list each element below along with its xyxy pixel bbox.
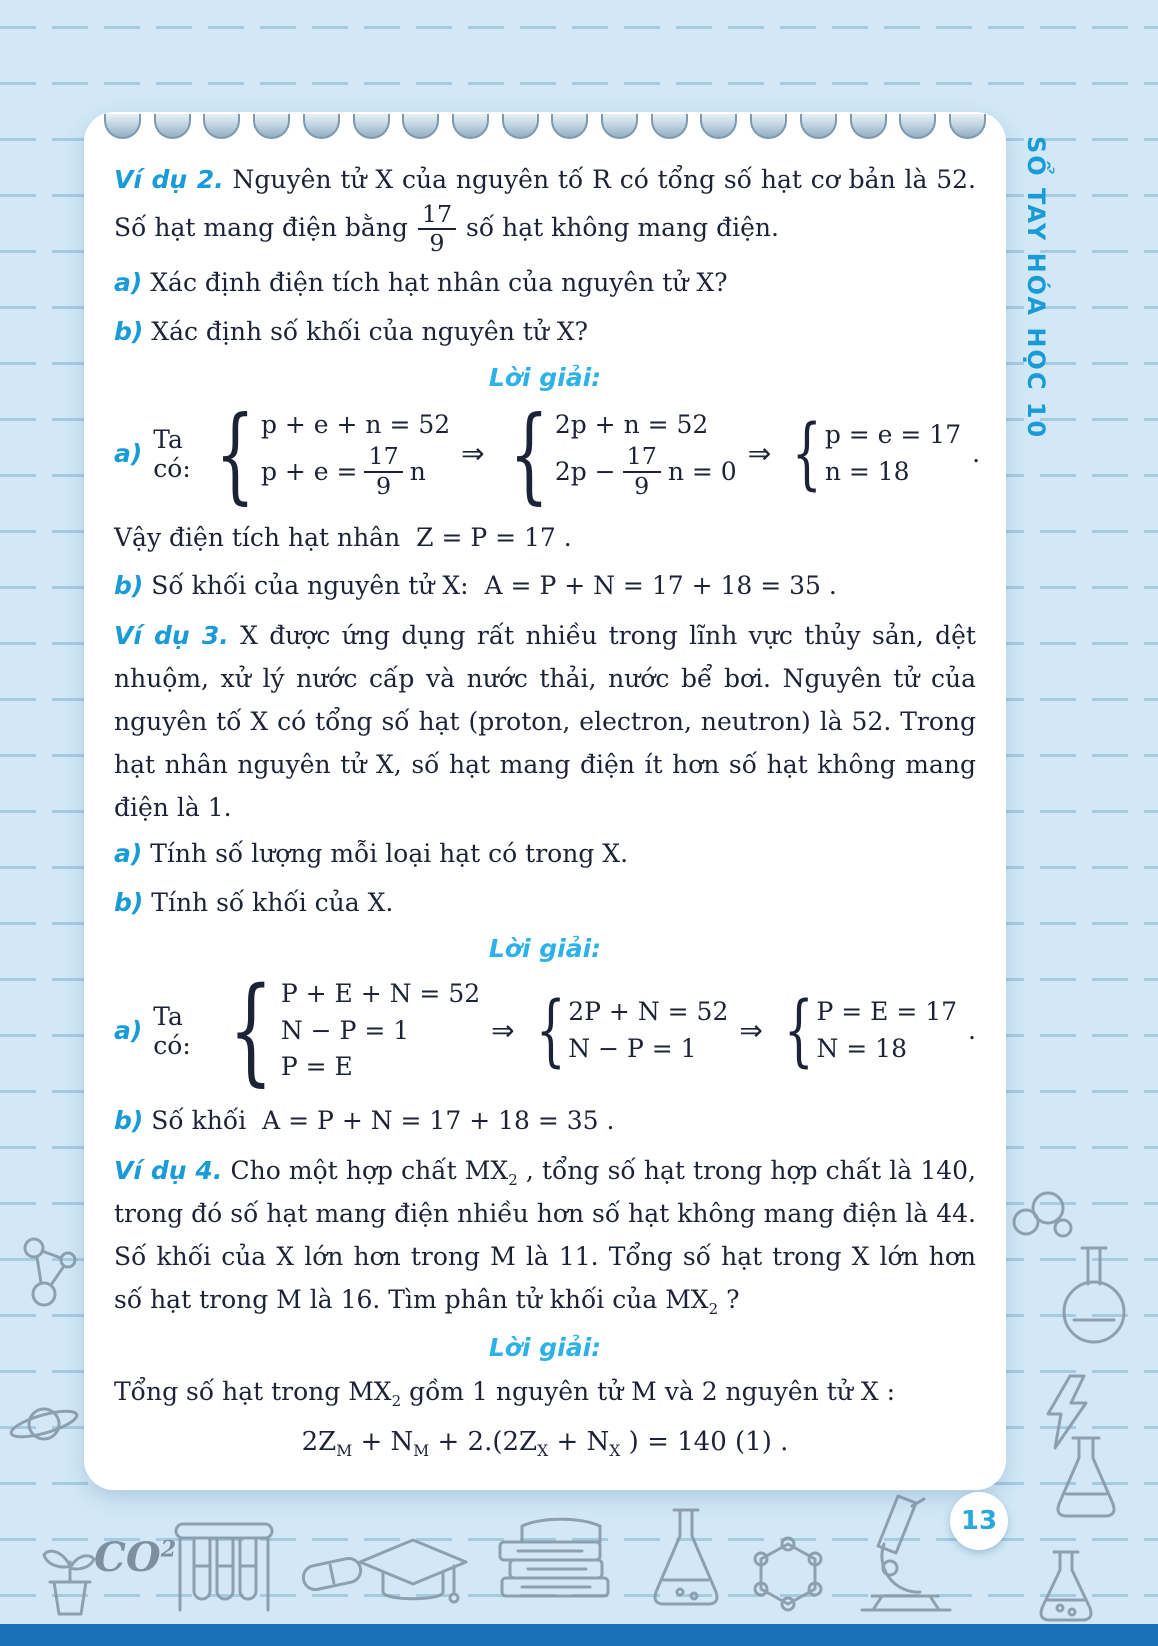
item-b-label: b): [114, 1105, 144, 1135]
vd2-solution-a: a) Ta có: { p + e + n = 52 p + e = $\frac{17}{9}$ n ⇒ { 2p + n = 52 2p − $\frac{17}{9}$ n = 0 ⇒ { p = e = 17 n = 18 .: [114, 392, 981, 515]
left-brace: {: [792, 408, 822, 499]
vd4-solution-intro: Tổng số hạt trong $MX_2$ gồm 1 nguyên tử M và 2 nguyên tử X :: [114, 1376, 895, 1410]
vd3-label: Ví dụ 3.: [114, 620, 229, 650]
vd2-intro-text-a: Nguyên tử X của nguyên tố R có tổng số hạt cơ bản là 52. Số hạt mang điện bằng: [114, 165, 976, 242]
vd3-solution-heading: Lời giải:: [488, 933, 602, 963]
page-number-badge: 13: [950, 1492, 1008, 1550]
small-flask-icon: [1030, 1546, 1102, 1632]
binder-ring-icon: [104, 114, 141, 139]
fraction-17-9: $\frac{17}{9}$: [418, 201, 456, 258]
vd2-label: Ví dụ 2.: [114, 165, 224, 194]
implies-arrow: ⇒: [739, 1014, 763, 1048]
formula-mx2: $MX_2$: [665, 1284, 719, 1318]
molecule-icon: [14, 1232, 86, 1320]
implies-arrow: ⇒: [747, 437, 772, 471]
equation-system-1: { p + e + n = 52 p + e = $\frac{17}{9}$ n: [215, 392, 451, 515]
binder-ring-icon: [651, 114, 688, 139]
binder-ring-icon: [700, 114, 737, 139]
formula-mx2: $MX_2$: [348, 1376, 402, 1410]
bubbles-icon: [1008, 1186, 1074, 1246]
test-tubes-icon: [168, 1516, 280, 1620]
binder-ring-icon: [551, 114, 588, 139]
item-a-label: a): [114, 1016, 143, 1046]
item-b-label: b): [114, 570, 144, 600]
content-card: [84, 112, 1006, 1490]
planet-icon: [6, 1396, 82, 1456]
item-a-label: a): [114, 838, 143, 868]
binder-ring-icon: [203, 114, 240, 139]
formula-mx2: $MX_2$: [464, 1155, 518, 1189]
graduation-cap-icon: [352, 1528, 474, 1624]
binder-ring-icon: [850, 114, 887, 139]
vd3-solution-b: b) Số khối A = P + N = 17 + 18 = 35 .: [114, 1105, 615, 1135]
vd2-question-a: a) Xác định điện tích hạt nhân của nguyên tử X?: [114, 267, 728, 297]
left-brace: {: [215, 392, 255, 515]
fraction-17-9: $\frac{17}{9}$: [364, 443, 402, 500]
vd4-intro: Ví dụ 4. Cho một hợp chất $MX_2$ , tổng số hạt trong hợp chất là 140, trong đó số hạt mang điện nhiều hơn số hạt không mang điện là 44. Số khối của X lớn hơn trong M là 11. Tổng số hạt trong X lớn hơn số hạt trong M là 16. Tìm phân tử khối của $MX_2$ ?: [114, 1155, 976, 1318]
binder-rings: [104, 114, 986, 139]
binder-ring-icon: [154, 114, 191, 139]
binder-ring-icon: [601, 114, 638, 139]
vd3-question-b: b) Tính số khối của X.: [114, 888, 394, 918]
binder-ring-icon: [353, 114, 390, 139]
item-b-label: b): [114, 317, 144, 347]
binder-ring-icon: [402, 114, 439, 139]
left-brace: {: [783, 985, 814, 1076]
item-a-label: a): [114, 439, 143, 469]
left-brace: {: [535, 985, 566, 1076]
vd3-solution-a: a) Ta có: { P + E + N = 52 N − P = 1 P = E ⇒ { 2P + N = 52 N − P = 1 ⇒ { P = E = 17 N = 18 .: [114, 962, 976, 1098]
vd2-solution-heading: Lời giải:: [488, 362, 602, 392]
binder-ring-icon: [253, 114, 290, 139]
binder-ring-icon: [800, 114, 837, 139]
book-title-vertical: SỔ TAY HÓA HỌC 10: [1022, 136, 1050, 440]
vd4-label: Ví dụ 4.: [114, 1155, 223, 1185]
equation-system-2: { 2p + n = 52 2p − $\frac{17}{9}$ n = 0: [508, 392, 737, 515]
implies-arrow: ⇒: [491, 1014, 515, 1048]
binder-ring-icon: [750, 114, 787, 139]
vd3-intro: Ví dụ 3. X được ứng dụng rất nhiều trong lĩnh vực thủy sản, dệt nhuộm, xử lý nước cấp và nước thải, nước bể bơi. Nguyên tử của nguyên tố X có tổng số hạt (proton, electron, neutron) là 52. Trong hạt nhân nguyên tử X, số hạt mang điện ít hơn số hạt không mang điện là 1.: [114, 620, 976, 822]
left-brace: {: [508, 392, 549, 515]
conical-flask-icon: [1046, 1432, 1126, 1528]
vd4-formula: $2Z_M + N_M + 2.(2Z_X + N_X$ ) = 140 (1) .: [301, 1426, 789, 1460]
equation-system-2: { 2P + N = 52 N − P = 1: [535, 985, 729, 1076]
binder-ring-icon: [502, 114, 539, 139]
vd4-solution-heading: Lời giải:: [488, 1332, 602, 1362]
vd2-intro: [114, 158, 976, 258]
equation-system-3: { p = e = 17 n = 18: [792, 408, 962, 499]
binder-ring-icon: [452, 114, 489, 139]
left-brace: {: [228, 962, 274, 1098]
item-b-label: b): [114, 888, 144, 918]
molecule-hexagon-icon: [742, 1528, 834, 1624]
microscope-icon: [838, 1484, 970, 1622]
binder-ring-icon: [949, 114, 986, 139]
equation-system-3: { P = E = 17 N = 18: [783, 985, 958, 1076]
item-a-label: a): [114, 267, 143, 297]
co2-doodle: $CO^2$: [94, 1534, 176, 1581]
binder-ring-icon: [899, 114, 936, 139]
fraction-17-9: $\frac{17}{9}$: [623, 443, 661, 500]
card-content: [84, 112, 1006, 1463]
vd2-intro-text-b: số hạt không mang điện.: [466, 212, 779, 242]
equation-system-1: { P + E + N = 52 N − P = 1 P = E: [228, 962, 481, 1098]
vd3-question-a: a) Tính số lượng mỗi loại hạt có trong X.: [114, 838, 629, 868]
vd2-question-b: b) Xác định số khối của nguyên tử X?: [114, 317, 589, 347]
implies-arrow: ⇒: [461, 437, 485, 471]
vd2-conclusion-a: Vậy điện tích hạt nhân Z = P = 17 .: [114, 522, 572, 552]
books-stack-icon: [488, 1514, 620, 1620]
bottom-bar: [0, 1624, 1158, 1646]
erlenmeyer-flask-icon: [640, 1504, 732, 1616]
binder-ring-icon: [303, 114, 340, 139]
vd2-solution-b: b) Số khối của nguyên tử X: A = P + N = 17 + 18 = 35 .: [114, 570, 837, 600]
round-flask-icon: [1048, 1240, 1140, 1356]
